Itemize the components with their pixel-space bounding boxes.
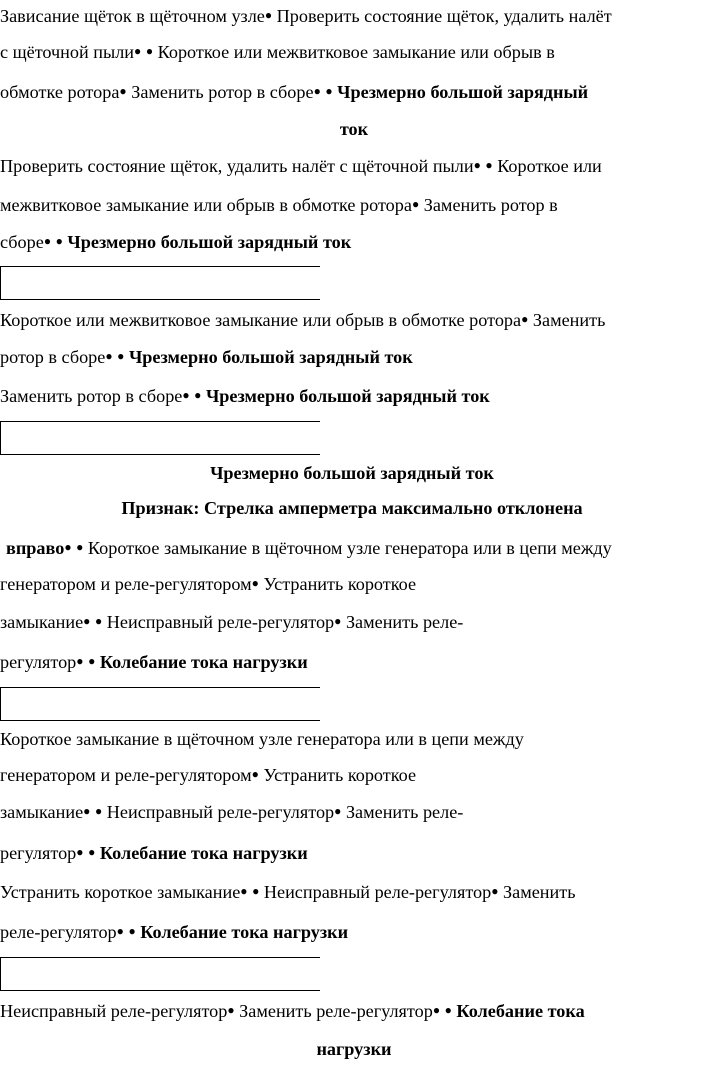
text-line bbox=[0, 536, 704, 559]
bullet-icon: ● bbox=[128, 924, 136, 938]
text-run: Заменить реле-регулятор bbox=[234, 1001, 433, 1021]
bullet-icon: ● bbox=[227, 1003, 235, 1017]
text-run: генератором и реле-регулятором bbox=[0, 574, 252, 594]
text-run: Заменить ротор в bbox=[419, 195, 558, 215]
bullet-icon: ● bbox=[194, 388, 202, 402]
text-run: Устранить короткое bbox=[258, 765, 417, 785]
bullet-icon: ● bbox=[76, 654, 84, 668]
empty-text-box bbox=[0, 687, 320, 721]
text-line bbox=[0, 308, 704, 331]
text-run: Заменить bbox=[498, 882, 576, 902]
text-line bbox=[0, 154, 704, 177]
text-run: сборе bbox=[0, 232, 44, 252]
text-line bbox=[0, 230, 704, 253]
bullet-icon: ● bbox=[444, 1003, 452, 1017]
text-line bbox=[0, 920, 704, 943]
text-run: Зависание щёток в щёточном узле bbox=[0, 6, 265, 26]
heading-text: Чрезмерно большой зарядный ток bbox=[205, 386, 490, 406]
bullet-icon: ● bbox=[105, 349, 113, 363]
bullet-icon: ● bbox=[251, 767, 259, 781]
empty-text-box bbox=[0, 421, 320, 455]
bullet-icon: ● bbox=[521, 312, 529, 326]
text-run: Короткое или межвитковое замыкание или обрыв в bbox=[153, 42, 555, 62]
text-run: Короткое или bbox=[492, 156, 602, 176]
bullet-icon: ● bbox=[473, 158, 481, 172]
text-run: обмотке ротора bbox=[0, 82, 120, 102]
text-run: Заменить реле- bbox=[341, 802, 464, 822]
heading-text: Колебание тока нагрузки bbox=[140, 922, 349, 942]
text-line bbox=[0, 650, 704, 673]
text-line bbox=[0, 572, 704, 595]
bullet-icon: ● bbox=[411, 197, 420, 211]
text-line bbox=[0, 763, 704, 786]
text-run: Неисправный реле-регулятор bbox=[102, 802, 335, 822]
text-line bbox=[0, 193, 704, 216]
text-run: Заменить реле- bbox=[341, 612, 464, 632]
text-run: Проверить состояние щёток, удалить налёт с щёточной пыли bbox=[0, 156, 474, 176]
bullet-icon: ● bbox=[55, 234, 63, 248]
text-line bbox=[0, 728, 704, 750]
text-run: Заменить bbox=[528, 310, 606, 330]
text-line bbox=[0, 800, 704, 823]
section-title: Чрезмерно большой зарядный ток bbox=[210, 463, 494, 483]
text-run: регулятор bbox=[0, 843, 77, 863]
bullet-icon: ● bbox=[83, 804, 91, 818]
text-run: Неисправный реле-регулятор bbox=[0, 1001, 228, 1021]
heading-continuation: нагрузки bbox=[316, 1039, 392, 1059]
heading-text: Чрезмерно большой зарядный bbox=[337, 82, 589, 102]
heading-text: Колебание тока bbox=[456, 1001, 585, 1021]
bullet-icon: ● bbox=[88, 654, 96, 668]
bullet-icon: ● bbox=[325, 84, 333, 98]
text-run: реле-регулятор bbox=[0, 922, 117, 942]
bullet-icon: ● bbox=[432, 1003, 441, 1017]
heading-text: Чрезмерно большой зарядный ток bbox=[128, 347, 413, 367]
text-line bbox=[0, 40, 704, 63]
text-run: замыкание bbox=[0, 802, 84, 822]
bullet-icon: ● bbox=[94, 614, 103, 628]
text-run: межвитковое замыкание или обрыв в обмотке ротора bbox=[0, 195, 412, 215]
heading-continuation: ток bbox=[339, 119, 369, 139]
text-run: Неисправный реле-регулятор bbox=[259, 882, 492, 902]
text-line bbox=[0, 999, 704, 1022]
text-run: Заменить ротор в сборе bbox=[0, 386, 183, 406]
bullet-icon: ● bbox=[134, 44, 142, 58]
bullet-icon: ● bbox=[83, 614, 91, 628]
heading-text: Колебание тока нагрузки bbox=[99, 652, 308, 672]
text-run: Короткое замыкание в щёточном узле генератора или в цепи между bbox=[83, 538, 612, 558]
bullet-icon: ● bbox=[76, 540, 84, 554]
text-run: Проверить состояние щёток, удалить налёт bbox=[272, 6, 612, 26]
bullet-icon: ● bbox=[117, 349, 125, 363]
text-line bbox=[0, 610, 704, 633]
section-sign: Признак: Стрелка амперметра максимально отклонена bbox=[121, 498, 583, 518]
heading-text: вправо bbox=[6, 538, 65, 558]
text-line bbox=[0, 345, 704, 368]
bullet-icon: ● bbox=[119, 84, 127, 98]
bullet-icon: ● bbox=[43, 234, 52, 248]
text-line bbox=[0, 841, 704, 864]
text-run: Короткое замыкание в щёточном узле генератора или в цепи между bbox=[0, 729, 524, 749]
bullet-icon: ● bbox=[485, 158, 493, 172]
text-run: ротор в сборе bbox=[0, 347, 106, 367]
text-line bbox=[0, 80, 704, 103]
text-run: Короткое или межвитковое замыкание или обрыв в обмотке ротора bbox=[0, 310, 522, 330]
text-run: Неисправный реле-регулятор bbox=[102, 612, 335, 632]
bullet-icon: ● bbox=[145, 44, 154, 58]
empty-text-box bbox=[0, 266, 320, 300]
text-run: Устранить короткое замыкание bbox=[0, 882, 241, 902]
text-line bbox=[0, 880, 704, 903]
bullet-icon: ● bbox=[251, 576, 259, 590]
bullet-icon: ● bbox=[252, 884, 260, 898]
bullet-icon: ● bbox=[334, 614, 342, 628]
text-run: Заменить ротор в сборе bbox=[126, 82, 314, 102]
bullet-icon: ● bbox=[76, 845, 84, 859]
text-run: генератором и реле-регулятором bbox=[0, 765, 252, 785]
text-run: регулятор bbox=[0, 652, 77, 672]
text-line bbox=[0, 384, 704, 407]
bullet-icon: ● bbox=[88, 845, 96, 859]
bullet-icon: ● bbox=[313, 84, 321, 98]
bullet-icon: ● bbox=[116, 924, 124, 938]
text-run: замыкание bbox=[0, 612, 84, 632]
bullet-icon: ● bbox=[264, 8, 273, 22]
empty-text-box bbox=[0, 957, 320, 991]
bullet-icon: ● bbox=[491, 884, 499, 898]
heading-text: Колебание тока нагрузки bbox=[99, 843, 308, 863]
text-run: Устранить короткое bbox=[258, 574, 417, 594]
bullet-icon: ● bbox=[94, 804, 103, 818]
text-run: с щёточной пыли bbox=[0, 42, 135, 62]
bullet-icon: ● bbox=[64, 540, 72, 554]
bullet-icon: ● bbox=[182, 388, 190, 402]
text-line bbox=[0, 4, 704, 27]
bullet-icon: ● bbox=[334, 804, 342, 818]
heading-text: Чрезмерно большой зарядный ток bbox=[67, 232, 352, 252]
bullet-icon: ● bbox=[240, 884, 248, 898]
